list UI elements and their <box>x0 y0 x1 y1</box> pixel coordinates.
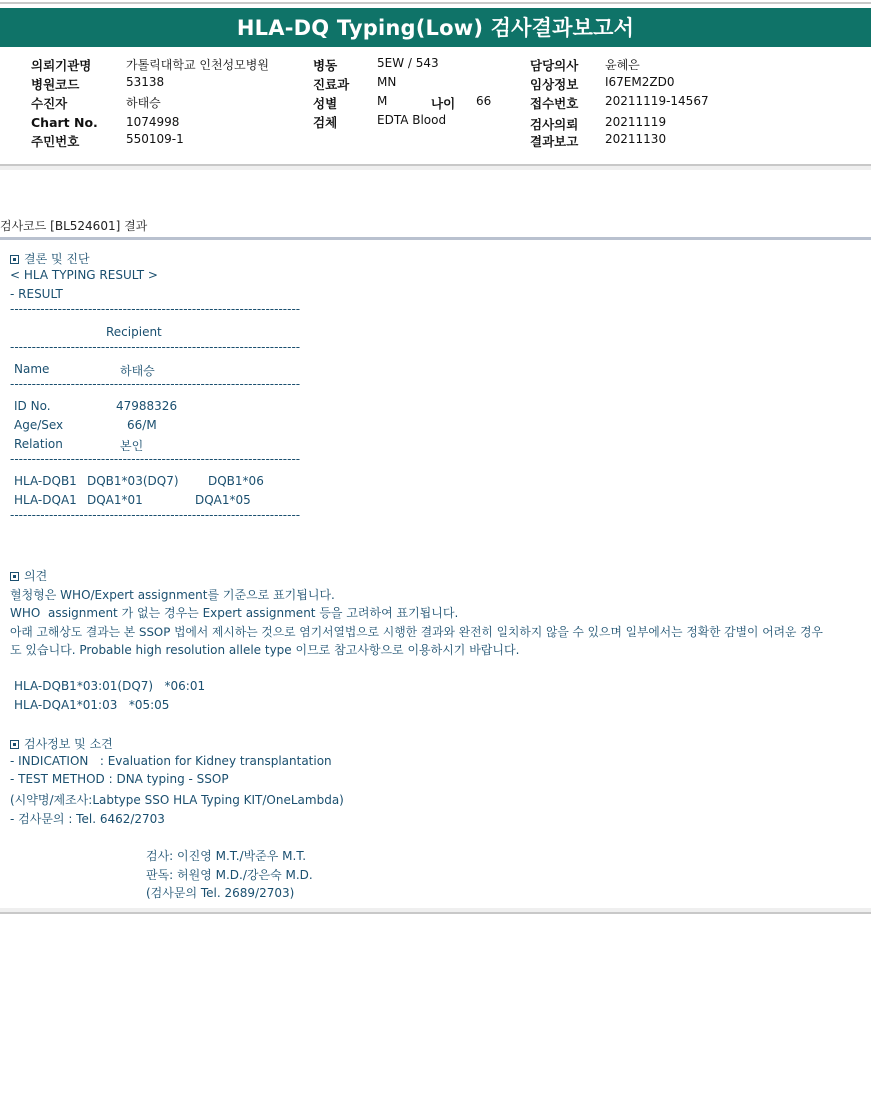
doctor-value: 윤혜은 <box>605 58 640 72</box>
ward-value: 5EW / 543 <box>377 56 439 70</box>
sex-value: M <box>377 94 388 108</box>
hospital-code-label: 병원코드 <box>31 77 80 92</box>
agesex-value: 66/M <box>127 418 157 432</box>
request-date-value: 20211119 <box>605 115 667 129</box>
resident-no-label: 주민번호 <box>31 134 80 149</box>
institution-label: 의뢰기관명 <box>31 58 92 73</box>
doctor-label: 담당의사 <box>530 58 579 73</box>
dqa1-label: HLA-DQA1 <box>14 493 77 507</box>
dash-line: ------------------------------------------------------------------- <box>10 377 301 391</box>
chart-no-value: 1074998 <box>126 115 180 129</box>
hires-line: HLA-DQB1*03:01(DQ7) *06:01 <box>14 679 206 693</box>
specimen-label: 검체 <box>313 115 338 130</box>
opinion-line: 혈청형은 WHO/Expert assignment를 기준으로 표기됩니다. <box>10 588 335 602</box>
section-bullet-icon <box>10 740 19 749</box>
dqa1-allele-1: DQA1*01 <box>87 493 143 507</box>
clinical-info-value: I67EM2ZD0 <box>605 75 675 89</box>
header-divider-shade <box>0 166 871 170</box>
institution-value: 가톨릭대학교 인천성모병원 <box>126 58 269 72</box>
id-label: ID No. <box>14 399 51 413</box>
section-bullet-icon <box>10 255 19 264</box>
name-value: 하태승 <box>120 364 155 378</box>
relation-value: 본인 <box>120 439 144 453</box>
contact-line: (검사문의 Tel. 2689/2703) <box>146 886 295 900</box>
department-label: 진료과 <box>313 77 350 92</box>
patient-value: 하태승 <box>126 96 161 110</box>
result-label: - RESULT <box>10 287 63 301</box>
ward-label: 병동 <box>313 58 338 73</box>
info-line: - TEST METHOD : DNA typing - SSOP <box>10 772 229 786</box>
name-label: Name <box>14 362 50 376</box>
conclusion-heading: 결론 및 진단 <box>10 250 90 267</box>
report-date-label: 결과보고 <box>530 134 579 149</box>
typing-result-heading: < HLA TYPING RESULT > <box>10 268 158 282</box>
dash-line: ------------------------------------------------------------------- <box>10 508 301 522</box>
info-line: (시약명/제조사:Labtype SSO HLA Typing KIT/OneLambda) <box>10 793 344 807</box>
department-value: MN <box>377 75 397 89</box>
resident-no-value: 550109-1 <box>126 132 184 146</box>
reader-line: 판독: 허원영 M.D./강은숙 M.D. <box>146 868 313 882</box>
specimen-value: EDTA Blood <box>377 113 447 127</box>
report-title: HLA-DQ Typing(Low) 검사결과보고서 <box>0 8 871 47</box>
test-info-heading: 검사정보 및 소견 <box>10 735 113 752</box>
tester-line: 검사: 이진영 M.T./박준우 M.T. <box>146 849 307 863</box>
opinion-heading: 의견 <box>10 567 47 584</box>
section-bullet-icon <box>10 572 19 581</box>
sex-label: 성별 <box>313 96 338 111</box>
chart-no-label: Chart No. <box>31 115 98 130</box>
info-line: - 검사문의 : Tel. 6462/2703 <box>10 812 165 826</box>
receipt-no-value: 20211119-14567 <box>605 94 709 108</box>
agesex-label: Age/Sex <box>14 418 64 432</box>
age-label: 나이 <box>431 96 456 111</box>
dqb1-allele-2: DQB1*06 <box>208 474 264 488</box>
dqb1-label: HLA-DQB1 <box>14 474 77 488</box>
recipient-label: Recipient <box>106 325 162 339</box>
dqb1-allele-1: DQB1*03(DQ7) <box>87 474 179 488</box>
hires-line: HLA-DQA1*01:03 *05:05 <box>14 698 170 712</box>
age-value: 66 <box>476 94 492 108</box>
relation-label: Relation <box>14 437 63 451</box>
info-line: - INDICATION : Evaluation for Kidney transplantation <box>10 754 332 768</box>
clinical-info-label: 임상정보 <box>530 77 579 92</box>
patient-label: 수진자 <box>31 96 68 111</box>
section-title: 검사코드 [BL524601] 결과 <box>0 219 148 233</box>
section-divider <box>0 237 871 240</box>
receipt-no-label: 접수번호 <box>530 96 579 111</box>
top-border <box>0 2 871 4</box>
footer-divider <box>0 912 871 914</box>
opinion-line: 도 있습니다. Probable high resolution allele type 이므로 참고사항으로 이용하시기 바랍니다. <box>10 643 520 657</box>
id-value: 47988326 <box>116 399 178 413</box>
dash-line: ------------------------------------------------------------------- <box>10 340 301 354</box>
dash-line: ------------------------------------------------------------------- <box>10 452 301 466</box>
dqa1-allele-2: DQA1*05 <box>195 493 251 507</box>
opinion-line: 아래 고해상도 결과는 본 SSOP 법에서 제시하는 것으로 염기서열법으로 시행한 결과와 완전히 일치하지 않을 수 있으며 일부에서는 정확한 감별이 어려운 경우 <box>10 625 823 639</box>
report-date-value: 20211130 <box>605 132 667 146</box>
opinion-line: WHO assignment 가 없는 경우는 Expert assignment 등을 고려하여 표기됩니다. <box>10 606 459 620</box>
hospital-code-value: 53138 <box>126 75 165 89</box>
request-date-label: 검사의뢰 <box>530 117 579 132</box>
dash-line: ------------------------------------------------------------------- <box>10 302 301 316</box>
